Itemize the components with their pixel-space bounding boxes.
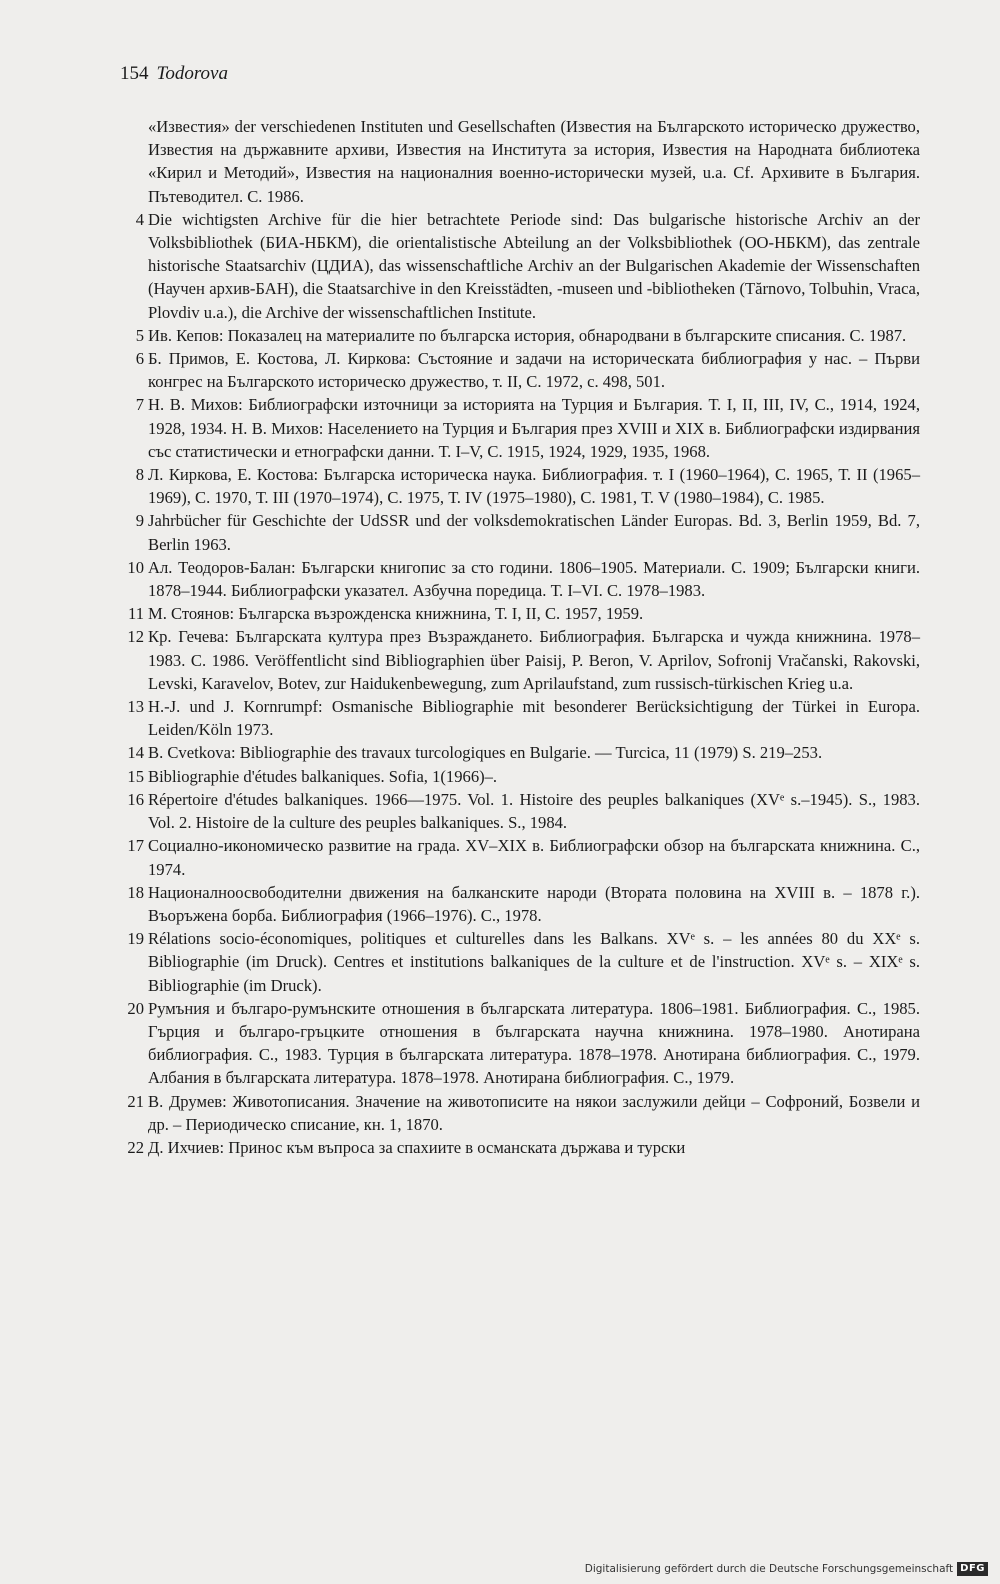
footnote-item: [120, 765, 920, 788]
footnote-item: [120, 208, 920, 324]
footnote-item: [120, 1090, 920, 1136]
footnote-item: [120, 509, 920, 555]
running-head-author: Todorova: [156, 63, 228, 84]
footnote-text: Bibliographie d'études balkaniques. Sofia, 1(1966)–.: [148, 766, 498, 786]
page-number: 154: [120, 63, 149, 84]
footnote-item: [120, 393, 920, 463]
footnote-text: H.-J. und J. Kornrumpf: Osmanische Bibliographie mit besonderer Berücksichtigung der Türkei in Europa. Leiden/Köln 1973.: [148, 697, 920, 740]
footnote-list: [120, 208, 920, 1159]
footnote-text: Ив. Кепов: Показалец на материалите по българска история, обнародвани в българските списания. С. 1987.: [148, 325, 907, 345]
footnote-number: 12: [127, 627, 144, 647]
footnote-item: [120, 881, 920, 927]
footnote-text: Н. В. Михов: Библиографски източници за историята на Турция и България. Т. I, II, III, IV, С., 1914, 1924, 1928, 1934. Н. В. Михов: Населението на Турция и България през XVIII и XIX в. Библиографски издирвания със статистически и етнографски данни. Т. I–V, С. 1915, 1924, 1929, 1935, 1968.: [148, 395, 920, 461]
footnote-number: 14: [127, 743, 144, 763]
footnote-text: Rélations socio-économiques, politiques et culturelles dans les Balkans. XVᵉ s. – les années 80 du XXᵉ s. Bibliographie (im Druck). Centres et institutions balkaniques de la culture et de l'instruction. XVᵉ s. – XIXᵉ s. Bibliographie (im Druck).: [148, 929, 920, 995]
footnote-number: 13: [127, 697, 144, 717]
footnote-item: [120, 463, 920, 509]
footnote-item: [120, 602, 920, 625]
footnote-text: М. Стоянов: Българска възрожденска книжнина, Т. I, II, С. 1957, 1959.: [148, 604, 644, 624]
footnote-number: 18: [127, 882, 144, 902]
footnote-text: Д. Ихчиев: Принос към въпроса за спахиите в османската държава и турски: [148, 1137, 686, 1157]
footnote-text: Die wichtigsten Archive für die hier betrachtete Periode sind: Das bulgarische historische Archiv an der Volksbibliothek (БИА-НБКМ), die orientalistische Abteilung an der Volksbibliothek (ОО-НБКМ), das zentrale historische Staatsarchiv (ЦДИА), das wissenschaftliche Archiv an der Bulgarischen Akademie der Wissenschaften (Научен архив-БАН), die Staatsarchive in den Kreisstädten, -museen und -bibliotheken (Tărnovo, Tolbuhin, Vraca, Plovdiv u.a.), die Archive der wissenschaftlichen Institute.: [148, 209, 920, 322]
footnote-text: Социално-икономическо развитие на града. XV–XIX в. Библиографски обзор на българската книжнина. С., 1974.: [148, 836, 920, 879]
footnote-number: 5: [135, 325, 144, 345]
footnote-number: 11: [128, 604, 144, 624]
footnotes-block: [120, 115, 920, 1159]
footnote-number: 8: [135, 465, 144, 485]
footnote-text: Л. Киркова, Е. Костова: Българска историческа наука. Библиография. т. I (1960–1964), С. 1965, Т. II (1965–1969), С. 1970, Т. III (1970–1974), С. 1975, Т. IV (1975–1980), С. 1981, Т. V (1980–1984), С. 1985.: [148, 465, 920, 508]
footnote-number: 16: [127, 789, 144, 809]
footnote-text: Б. Примов, Е. Костова, Л. Киркова: Състояние и задачи на историческата библиография у нас. – Първи конгрес на Българското историческо дружество, т. II, С. 1972, с. 498, 501.: [148, 349, 920, 392]
footnote-text: Кр. Гечева: Българската култура през Възраждането. Библиография. Българска и чужда книжнина. 1978–1983. С. 1986. Veröffentlicht sind Bibliographien über Paisij, P. Beron, V. Aprilov, Sofronij Vračanski, Rakovski, Levski, Karavelov, Botev, zur Haidukenbewegung, zum Aprilaufstand, zum russisch-türkischen Krieg u.a.: [148, 627, 920, 693]
page-header: [120, 62, 228, 86]
footnote-number: 9: [135, 511, 144, 531]
footnote-number: 17: [127, 836, 144, 856]
footnote-text: Националноосвободителни движения на балканските народи (Втората половина на XVIII в. – 1878 г.). Въоръжена борба. Библиография (1966–1976). С., 1978.: [148, 882, 920, 925]
footnote-text: Румъния и българо-румънските отношения в българската литература. 1806–1981. Библиография. С., 1985. Гърция и българо-гръцките отношения в българската научна книжнина. 1978–1980. Анотирана библиография. С., 1983. Турция в българската литература. 1878–1978. Анотирана библиография. С., 1979. Албания в българската литература. 1878–1978. Анотирана библиография. С., 1979.: [148, 998, 920, 1088]
footnote-item: [120, 997, 920, 1090]
footnote-number: 22: [127, 1137, 144, 1157]
footnote-number: 15: [127, 766, 144, 786]
footnote-item: [120, 695, 920, 741]
footnote-text: Jahrbücher für Geschichte der UdSSR und der volksdemokratischen Länder Europas. Bd. 3, Berlin 1959, Bd. 7, Berlin 1963.: [148, 511, 920, 554]
footnote-number: 4: [135, 209, 144, 229]
footnote-item: [120, 834, 920, 880]
footnote-number: 6: [135, 349, 144, 369]
footnote-number: 7: [135, 395, 144, 415]
digitization-footer: [585, 1562, 988, 1576]
footnote-item: [120, 556, 920, 602]
footnote-number: 20: [127, 998, 144, 1018]
footnote-number: 21: [127, 1091, 144, 1111]
footnote-number: 10: [127, 557, 144, 577]
footnote-item: [120, 788, 920, 834]
footnote-item: [120, 625, 920, 695]
footnote-item: [120, 927, 920, 997]
footnote-number: 19: [127, 929, 144, 949]
footnote-continuation: «Известия» der verschiedenen Instituten und Gesellschaften (Известия на Българското историческо дружество, Известия на държавните архиви, Известия на Института за история, Известия на Народната библиотека «Кирил и Методий», Известия на националния военно-исторически музей, u.a. Cf. Архивите в България. Пътеводител. С. 1986.: [148, 117, 920, 206]
footnote-text: B. Cvetkova: Bibliographie des travaux turcologiques en Bulgarie. — Turcica, 11 (1979) S. 219–253.: [148, 743, 823, 763]
footer-text: Digitalisierung gefördert durch die Deutsche Forschungsgemeinschaft: [584, 1563, 954, 1575]
footnote-text: В. Друмев: Животописания. Значение на животописите на някои заслужили дейци – Софроний, Бозвели и др. – Периодическо списание, кн. 1, 1870.: [148, 1091, 920, 1134]
footnote-item: [120, 741, 920, 764]
footnote-text: Répertoire d'études balkaniques. 1966—1975. Vol. 1. Histoire des peuples balkaniques (XVᵉ s.–1945). S., 1983. Vol. 2. Histoire de la culture des peuples balkaniques. S., 1984.: [148, 789, 920, 833]
footnote-item: [120, 324, 920, 347]
footnote-text: Ал. Теодоров-Балан: Български книгопис за сто години. 1806–1905. Материали. С. 1909; Български книги. 1878–1944. Библиографски указател. Азбучна поредица. Т. I–VI. С. 1978–1983.: [148, 557, 920, 601]
footnote-item: [120, 1136, 920, 1159]
footnote-item: [120, 347, 920, 393]
dfg-logo: DFG: [957, 1562, 988, 1576]
